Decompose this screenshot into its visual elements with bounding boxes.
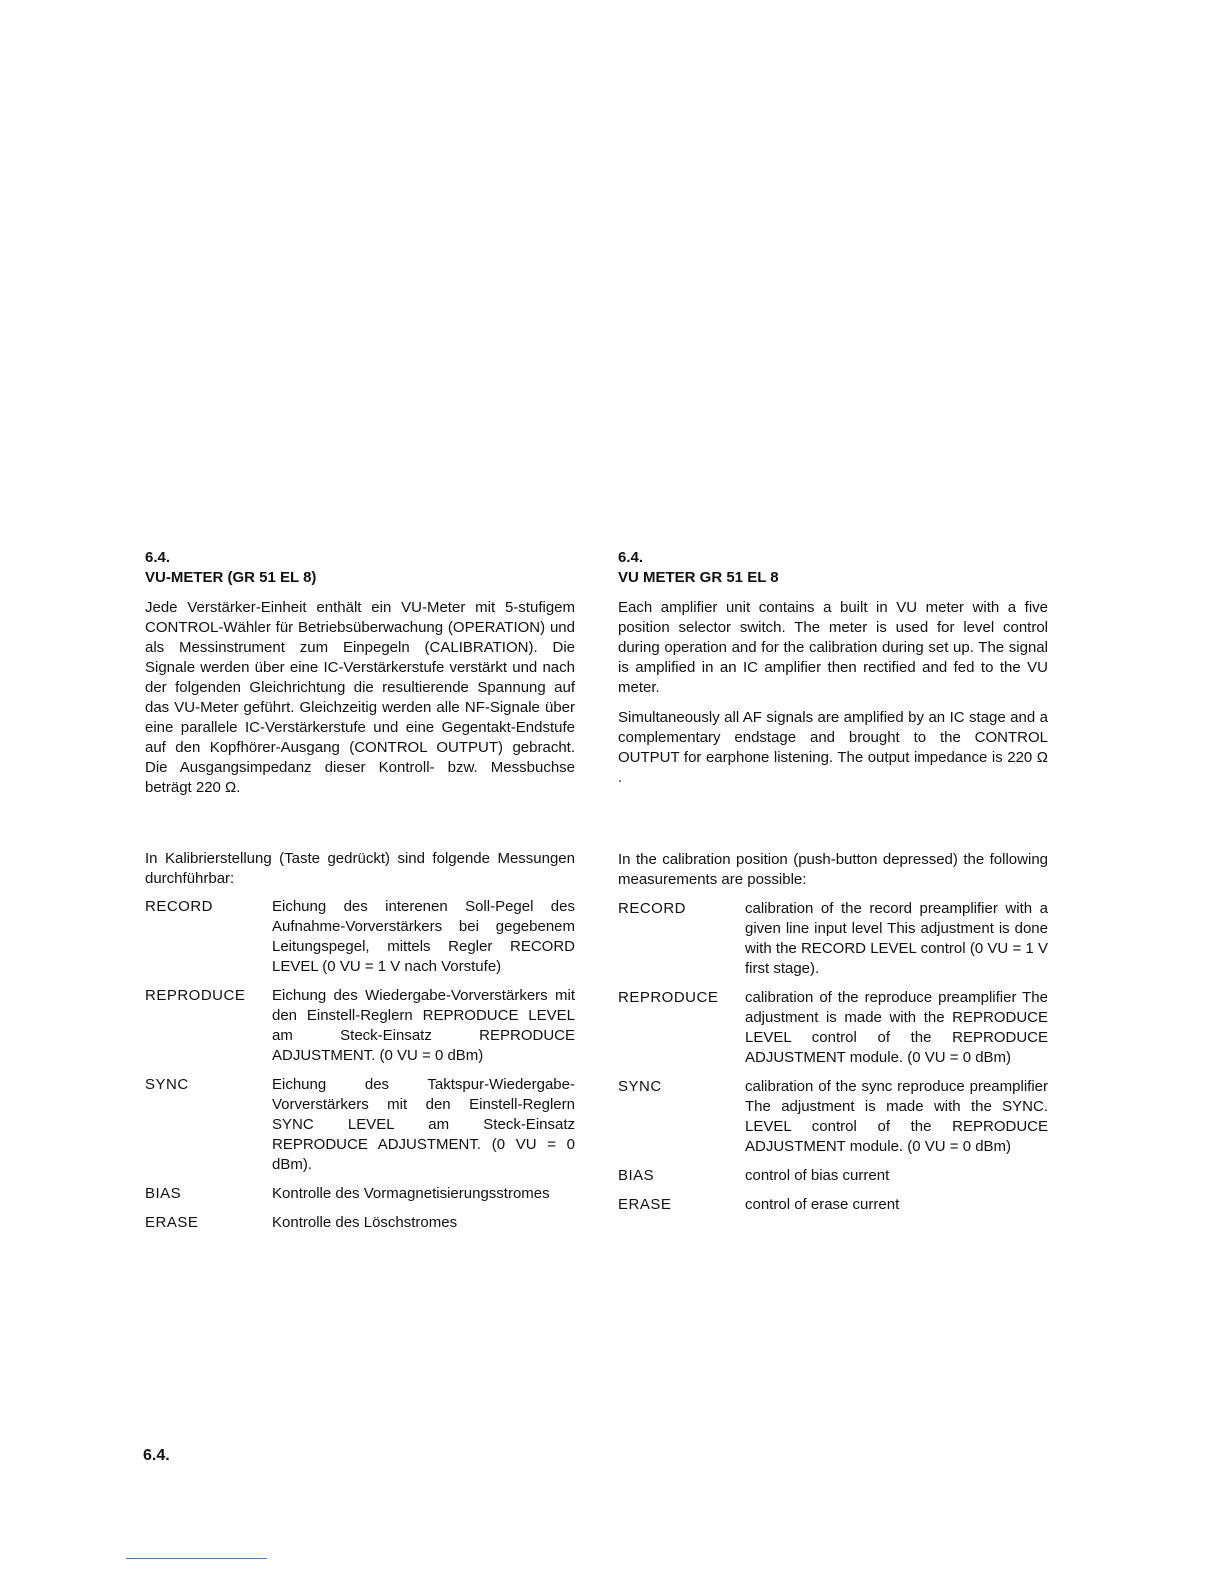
definition-term: REPRODUCE <box>618 989 719 1006</box>
definition-term: BIAS <box>145 1185 182 1202</box>
english-paragraph-2: Simultaneously all AF signals are amplified by an IC stage and a complementary endstage and brought to the CONTROL OUTPUT for earphone listening. The output impedance is 220 Ω . <box>618 709 1048 786</box>
definition-term: REPRODUCE <box>145 987 246 1004</box>
definition-description: calibration of the reproduce preamplifier The adjustment is made with the REPRODUCE LEVEL control of the REPRODUCE ADJUSTMENT module. (0 VU = 0 dBm) <box>745 989 1048 1066</box>
definition-description: Eichung des interenen Soll-Pegel des Aufnahme-Vorverstärkers bei gegebenem Leitungspegel, mittels Regler RECORD LEVEL (0 VU = 1 V nach Vorstufe) <box>272 898 575 975</box>
english-definition-erase <box>618 1195 1048 1215</box>
german-definition-record <box>145 897 575 977</box>
definition-term: SYNC <box>618 1078 662 1095</box>
english-definition-list <box>618 899 1048 1224</box>
german-intro: In Kalibrierstellung (Taste gedrückt) sind folgende Messungen durchführbar: <box>145 850 575 887</box>
german-definition-erase <box>145 1213 575 1233</box>
definition-term: ERASE <box>618 1196 672 1213</box>
definition-term: BIAS <box>618 1167 655 1184</box>
german-definition-list <box>145 897 575 1242</box>
page-number: 6.4. <box>143 1447 170 1464</box>
definition-description: Eichung des Taktspur-Wiedergabe-Vorverstärkers mit den Einstell-Reglern SYNC LEVEL am Steck-Einsatz REPRODUCE ADJUSTMENT. (0 VU = 0 dBm). <box>272 1076 575 1173</box>
definition-description: Kontrolle des Vormagnetisierungsstromes <box>272 1185 550 1202</box>
german-paragraph: Jede Verstärker-Einheit enthält ein VU-Meter mit 5-stufigem CONTROL-Wähler für Betriebsüberwachung (OPERATION) und als Messinstrument zum Einpegeln (CALIBRATION). Die Signale werden über eine IC-Verstärkerstufe verstärkt und nach der folgenden Gleichrichtung die resultierende Spannung auf das VU-Meter geführt. Gleichzeitig werden alle NF-Signale über eine parallele IC-Verstärkerstufe und eine Gegentakt-Endstufe auf den Kopfhörer-Ausgang (CONTROL OUTPUT) gebracht. Die Ausgangsimpedanz dieser Kontroll- bzw. Messbuchse beträgt 220 Ω. <box>145 599 575 796</box>
english-section-number: 6.4. <box>618 549 644 566</box>
german-section-title: VU-METER (GR 51 EL 8) <box>145 569 317 586</box>
english-intro: In the calibration position (push-button depressed) the following measurements are possible: <box>618 851 1048 888</box>
german-definition-sync <box>145 1075 575 1175</box>
german-section <box>145 548 575 808</box>
definition-description: control of bias current <box>745 1167 890 1184</box>
definition-description: Eichung des Wiedergabe-Vorverstärkers mit den Einstell-Reglern REPRODUCE LEVEL am Steck-Einsatz REPRODUCE ADJUSTMENT. (0 VU = 0 dBm) <box>272 987 575 1064</box>
english-paragraph-1: Each amplifier unit contains a built in VU meter with a five position selector switch. The meter is used for level control during operation and for the calibration during set up. The signal is amplified in an IC amplifier then rectified and fed to the VU meter. <box>618 599 1048 696</box>
english-definition-record <box>618 899 1048 979</box>
definition-term: SYNC <box>145 1076 189 1093</box>
german-section-number: 6.4. <box>145 549 171 566</box>
definition-term: RECORD <box>618 900 687 917</box>
english-definition-reproduce <box>618 988 1048 1068</box>
definition-term: ERASE <box>145 1214 199 1231</box>
english-section <box>618 548 1048 798</box>
german-definition-bias <box>145 1184 575 1204</box>
definition-description: calibration of the sync reproduce preamplifier The adjustment is made with the SYNC. LEVEL control of the REPRODUCE ADJUSTMENT module. (0 VU = 0 dBm) <box>745 1078 1048 1155</box>
definition-description: Kontrolle des Löschstromes <box>272 1214 458 1231</box>
definition-term: RECORD <box>145 898 214 915</box>
definition-description: calibration of the record preamplifier with a given line input level This adjustment is done with the RECORD LEVEL control (0 VU = 1 V first stage). <box>745 900 1048 977</box>
german-definition-reproduce <box>145 986 575 1066</box>
definition-description: control of erase current <box>745 1196 900 1213</box>
english-definition-sync <box>618 1077 1048 1157</box>
footer-divider <box>126 1558 267 1559</box>
english-definition-bias <box>618 1166 1048 1186</box>
english-section-title: VU METER GR 51 EL 8 <box>618 569 779 586</box>
